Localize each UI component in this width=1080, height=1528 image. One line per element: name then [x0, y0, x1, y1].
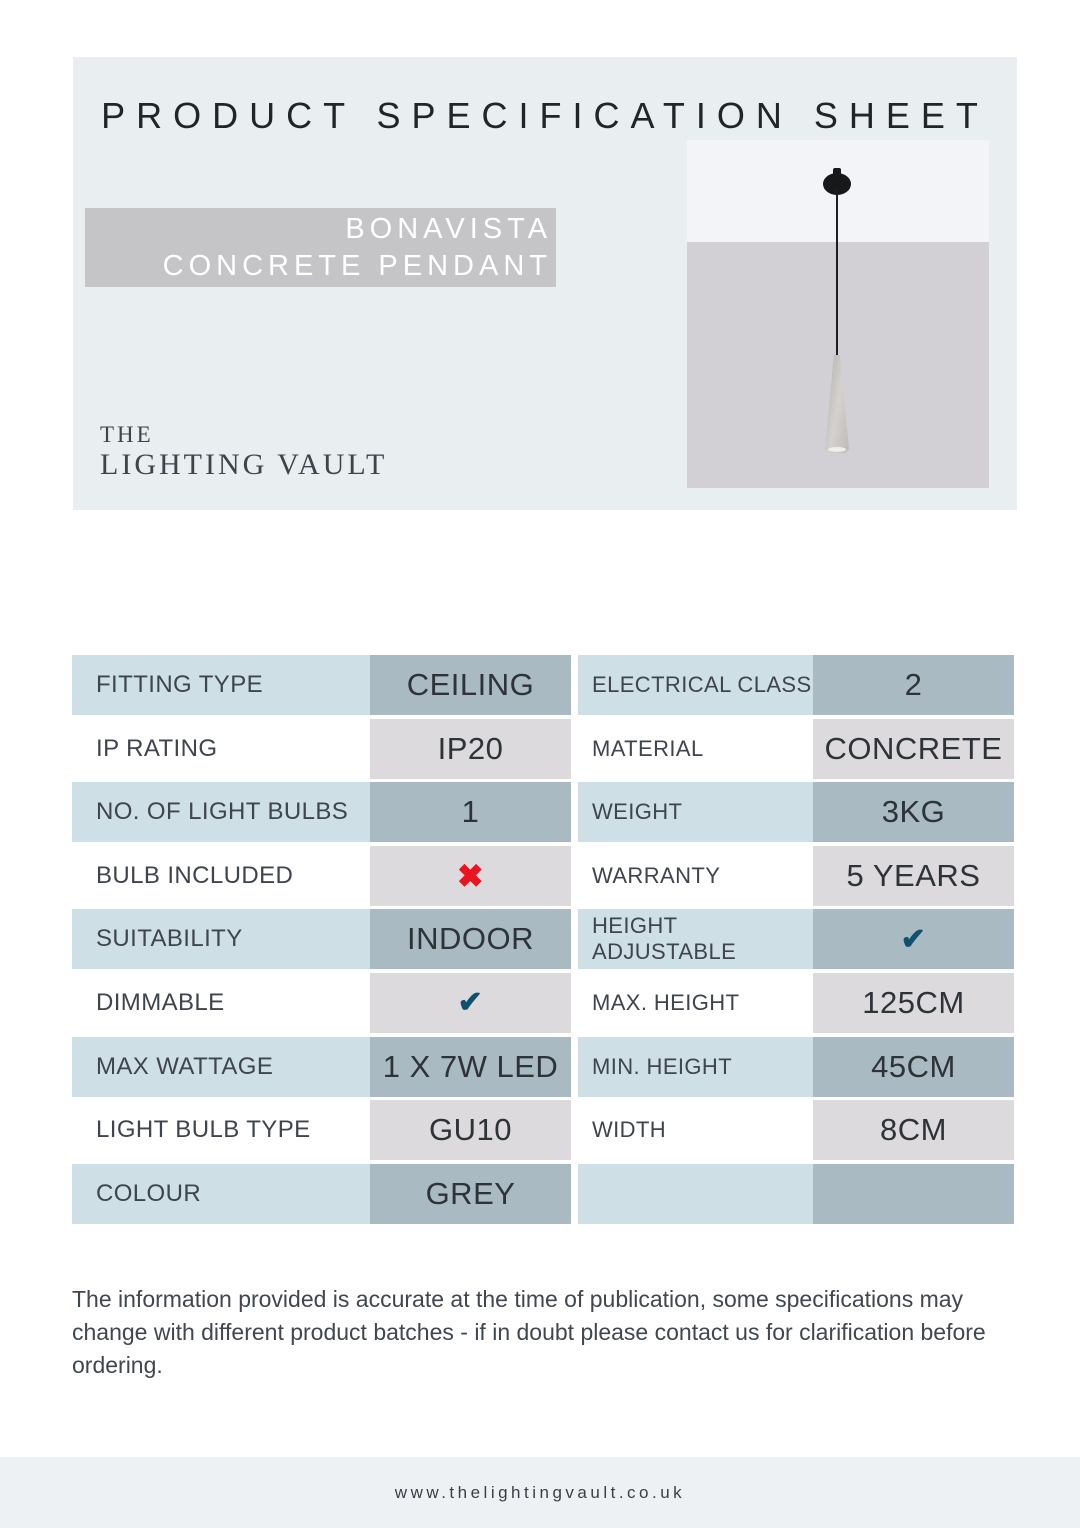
table-row — [578, 1100, 1014, 1160]
table-row — [72, 909, 571, 969]
spec-label: ELECTRICAL CLASS — [578, 655, 813, 715]
spec-label: MIN. HEIGHT — [578, 1037, 813, 1097]
spec-label: BULB INCLUDED — [96, 861, 294, 889]
pendant-cable — [836, 190, 838, 355]
spec-label: LIGHT BULB TYPE — [96, 1116, 311, 1144]
spec-label: NO. OF LIGHT BULBS — [72, 782, 370, 842]
spec-value: 5 YEARS — [813, 846, 1014, 906]
table-row — [578, 782, 1014, 842]
spec-value: 1 X 7W LED — [370, 1037, 571, 1097]
footer-bar — [0, 1457, 1080, 1528]
spec-label: WARRANTY — [592, 862, 721, 888]
product-photo — [687, 140, 989, 488]
table-row — [72, 973, 571, 1033]
brand-logo — [100, 421, 387, 482]
spec-value: 8CM — [813, 1100, 1014, 1160]
spec-value: 45CM — [813, 1037, 1014, 1097]
spec-table-left — [72, 655, 571, 1224]
disclaimer-text: The information provided is accurate at the time of publication, some specifications may change with different product batches - if in doubt please contact us for clarification before ordering. — [72, 1286, 986, 1378]
spec-label: COLOUR — [72, 1164, 370, 1224]
website-url: www.thelightingvault.co.uk — [394, 1482, 686, 1502]
spec-label: MAX WATTAGE — [72, 1037, 370, 1097]
header-card — [73, 57, 1017, 510]
brand-logo-line1: THE — [100, 422, 154, 447]
table-row — [578, 973, 1014, 1033]
check-icon: ✔ — [813, 909, 1014, 969]
table-row — [72, 846, 571, 906]
table-row — [72, 719, 571, 779]
table-row — [578, 909, 1014, 969]
spec-label: IP RATING — [96, 734, 218, 762]
spec-value: GREY — [370, 1164, 571, 1224]
spec-value: IP20 — [370, 719, 571, 779]
spec-label: HEIGHT ADJUSTABLE — [578, 909, 813, 969]
table-row — [578, 1164, 1014, 1224]
spec-value: INDOOR — [370, 909, 571, 969]
table-row — [72, 782, 571, 842]
spec-value: 1 — [370, 782, 571, 842]
spec-value: GU10 — [370, 1100, 571, 1160]
spec-label: MAX. HEIGHT — [592, 989, 740, 1015]
spec-label — [578, 1164, 813, 1224]
spec-value: CONCRETE — [813, 719, 1014, 779]
table-row — [72, 1164, 571, 1224]
cross-icon: ✖ — [370, 846, 571, 906]
product-name-box — [85, 208, 556, 287]
spec-value: CEILING — [370, 655, 571, 715]
spec-value: 125CM — [813, 973, 1014, 1033]
spec-label: MATERIAL — [592, 735, 704, 761]
check-icon: ✔ — [370, 973, 571, 1033]
table-row — [72, 1100, 571, 1160]
table-row — [578, 1037, 1014, 1097]
table-row — [578, 719, 1014, 779]
table-row — [72, 1037, 571, 1097]
spec-table-right — [578, 655, 1014, 1224]
brand-logo-line2: LIGHTING VAULT — [100, 448, 388, 481]
product-name-line1: BONAVISTA — [345, 212, 552, 245]
spec-value — [813, 1164, 1014, 1224]
table-row — [72, 655, 571, 715]
table-row — [578, 655, 1014, 715]
product-name-line2: CONCRETE PENDANT — [162, 249, 552, 282]
spec-value: 3KG — [813, 782, 1014, 842]
table-row — [578, 846, 1014, 906]
spec-label: FITTING TYPE — [72, 655, 370, 715]
spec-label: WIDTH — [592, 1117, 667, 1143]
page-title: PRODUCT SPECIFICATION SHEET — [101, 95, 989, 136]
spec-label: SUITABILITY — [72, 909, 370, 969]
spec-label: DIMMABLE — [96, 988, 225, 1016]
spec-value: 2 — [813, 655, 1014, 715]
spec-label: WEIGHT — [578, 782, 813, 842]
